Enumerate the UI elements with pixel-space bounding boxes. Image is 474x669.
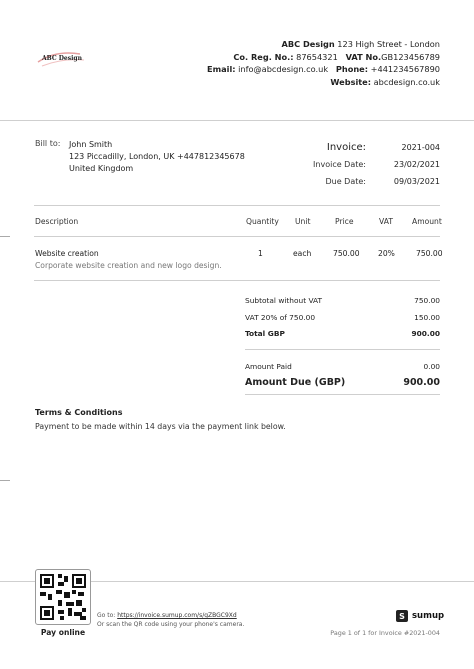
payment-link[interactable]: https://invoice.sumup.com/s/gZBGC9Xd: [117, 612, 237, 619]
row-unit: each: [293, 249, 312, 258]
invoice-meta: [300, 139, 440, 190]
col-quantity: Quantity: [246, 217, 279, 226]
col-unit: Unit: [295, 217, 311, 226]
client-country: United Kingdom: [69, 164, 134, 173]
subtotal-row: [245, 296, 440, 305]
vat-label: VAT No.: [345, 51, 382, 62]
paid-value: 0.00: [423, 362, 440, 371]
email-label: Email:: [206, 64, 236, 74]
col-amount: Amount: [412, 217, 442, 226]
col-vat: VAT: [379, 217, 393, 226]
reg-label: Co. Reg. No.:: [233, 51, 294, 62]
website-label: Website:: [330, 76, 371, 87]
row-description: Website creation: [35, 249, 99, 258]
col-price: Price: [335, 217, 354, 226]
invoice-date-label: Invoice Date:: [313, 160, 366, 169]
phone-label: Phone:: [335, 64, 369, 74]
terms-title: Terms & Conditions: [35, 408, 123, 417]
fold-mark: [0, 236, 10, 237]
table-bottom-divider: [34, 280, 440, 281]
page-footer-text: Page 1 of 1 for Invoice #2021-004: [330, 629, 440, 637]
paid-label: Amount Paid: [245, 362, 292, 371]
invoice-label: Invoice:: [326, 142, 366, 153]
qr-hint: Or scan the QR code using your phone's camera.: [97, 621, 245, 628]
bill-to-block: [69, 139, 245, 175]
qr-code-card[interactable]: [35, 569, 91, 625]
subtotal-value: 750.00: [414, 296, 440, 305]
row-description-detail: Corporate website creation and new logo design.: [35, 261, 222, 270]
col-description: Description: [35, 217, 79, 226]
amount-due-row: [245, 377, 440, 388]
total-value: 900.00: [411, 329, 440, 338]
fold-mark: [0, 480, 10, 481]
row-quantity: 1: [258, 249, 263, 258]
subtotal-label: Subtotal without VAT: [245, 296, 323, 305]
due-date: 09/03/2021: [393, 177, 440, 186]
bill-to-label: Bill to:: [35, 139, 61, 148]
total-row: [245, 329, 440, 338]
vat-total-value: 150.00: [414, 313, 440, 322]
reg-value: 87654321: [296, 51, 338, 62]
sumup-logo: [396, 610, 444, 622]
sumup-icon: S: [396, 610, 408, 622]
company-address: 123 High Street - London: [337, 39, 440, 49]
amount-due-value: 900.00: [403, 377, 440, 388]
terms-text: Payment to be made within 14 days via the payment link below.: [35, 422, 286, 431]
company-name: ABC Design: [281, 39, 335, 49]
due-date-label: Due Date:: [325, 177, 366, 186]
client-name: John Smith: [69, 140, 113, 149]
totals-divider: [245, 349, 440, 350]
company-info: [207, 38, 440, 88]
sumup-text: sumup: [412, 611, 445, 621]
vat-value: GB123456789: [381, 51, 440, 62]
amount-due-label: Amount Due (GBP): [245, 377, 346, 388]
pay-online-label: Pay online: [40, 628, 86, 637]
invoice-date: 23/02/2021: [393, 160, 440, 169]
invoice-number: 2021-004: [401, 143, 440, 152]
table-top-divider: [34, 205, 440, 206]
goto-prefix: Go to:: [97, 612, 118, 619]
table-header-divider: [34, 236, 440, 237]
header-divider: [0, 120, 474, 121]
row-amount: 750.00: [416, 249, 443, 258]
vat-row: [245, 313, 440, 322]
paid-row: [245, 362, 440, 371]
vat-total-label: VAT 20% of 750.00: [245, 313, 316, 322]
row-vat: 20%: [378, 249, 395, 258]
client-address: 123 Piccadilly, London, UK +447812345678: [69, 152, 245, 161]
total-label: Total GBP: [245, 329, 285, 338]
payment-instructions: [97, 611, 244, 629]
phone-value: +441234567890: [370, 64, 440, 74]
website-value[interactable]: abcdesign.co.uk: [373, 76, 440, 87]
company-logo: [36, 48, 88, 72]
amount-due-divider: [245, 394, 440, 395]
qr-code-icon: [36, 570, 90, 624]
row-price: 750.00: [333, 249, 360, 258]
email-value[interactable]: info@abcdesign.co.uk: [238, 64, 329, 74]
logo-text: ABC Design: [42, 55, 82, 62]
